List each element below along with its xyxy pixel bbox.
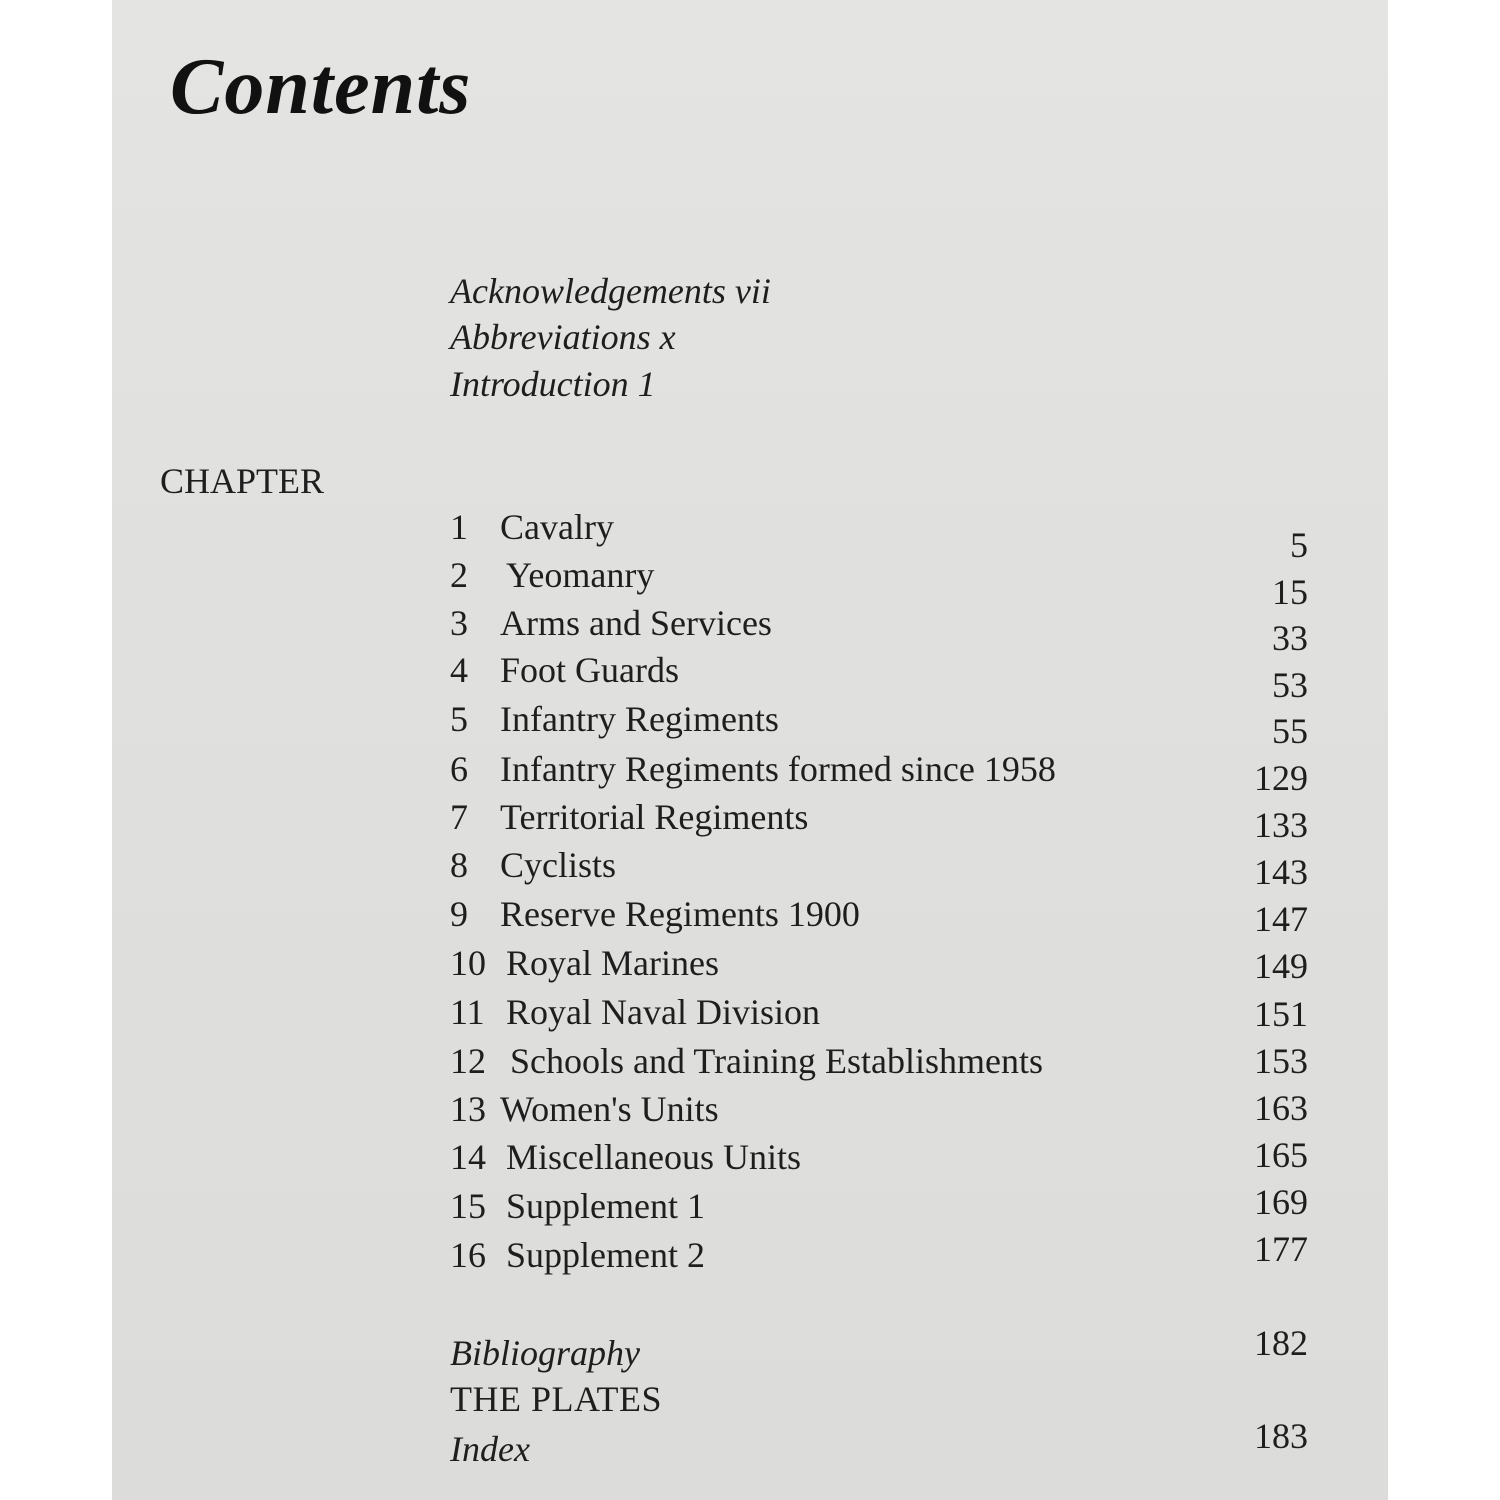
chapter-title: Foot Guards — [500, 650, 679, 690]
toc-entry — [450, 796, 808, 838]
toc-entry — [450, 1234, 705, 1276]
chapter-number: 13 — [450, 1089, 486, 1129]
chapter-number: 16 — [450, 1235, 486, 1275]
chapter-number: 2 — [450, 555, 468, 595]
chapter-number: 14 — [450, 1137, 486, 1177]
toc-entry — [450, 991, 820, 1033]
chapter-number: 11 — [450, 992, 485, 1032]
chapter-title: Supplement 1 — [506, 1186, 705, 1226]
chapter-title: Supplement 2 — [506, 1235, 705, 1275]
chapter-number: 12 — [450, 1041, 486, 1081]
page-number: 147 — [1254, 899, 1308, 939]
chapter-title: Women's Units — [500, 1089, 719, 1129]
chapter-number: 15 — [450, 1186, 486, 1226]
chapter-title: Miscellaneous Units — [506, 1137, 801, 1177]
page-number: 33 — [1272, 618, 1308, 658]
page-number: 129 — [1254, 758, 1308, 798]
page-number: 153 — [1254, 1041, 1308, 1081]
chapter-title: Infantry Regiments — [500, 699, 779, 739]
front-matter-introduction: Introduction 1 — [450, 364, 656, 404]
page-number: 182 — [1254, 1323, 1308, 1363]
page-number: 151 — [1254, 994, 1308, 1034]
toc-entry — [450, 942, 719, 984]
page-number: 177 — [1254, 1229, 1308, 1269]
toc-entry — [450, 1136, 801, 1178]
chapter-title: Territorial Regiments — [500, 797, 809, 837]
toc-entry — [450, 844, 616, 886]
chapter-number: 7 — [450, 797, 468, 837]
chapter-title: Cyclists — [500, 845, 617, 885]
toc-entry — [450, 649, 679, 691]
chapter-heading: CHAPTER — [160, 461, 325, 501]
toc-entry — [450, 1185, 705, 1227]
page-number: 55 — [1272, 711, 1308, 751]
toc-entry — [450, 698, 779, 740]
toc-entry — [450, 506, 614, 548]
bibliography-entry: Bibliography — [450, 1333, 640, 1373]
page-number: 133 — [1254, 805, 1308, 845]
chapter-title: Reserve Regiments 1900 — [500, 894, 860, 934]
page-number: 143 — [1254, 852, 1308, 892]
chapter-title: Infantry Regiments formed since 1958 — [500, 749, 1056, 789]
page-number: 183 — [1254, 1416, 1308, 1456]
toc-entry — [450, 748, 1056, 790]
chapter-number: 1 — [450, 507, 468, 547]
toc-entry — [450, 893, 860, 935]
toc-entry — [450, 1088, 719, 1130]
page-number: 163 — [1254, 1088, 1308, 1128]
page-number: 53 — [1272, 665, 1308, 705]
toc-entry — [450, 1040, 1043, 1082]
page-number: 149 — [1254, 946, 1308, 986]
chapter-title: Cavalry — [500, 507, 614, 547]
page-title: Contents — [170, 43, 472, 131]
chapter-title: Yeomanry — [506, 555, 655, 595]
chapter-title: Schools and Training Establishments — [510, 1041, 1044, 1081]
chapter-number: 5 — [450, 699, 468, 739]
page-number: 15 — [1272, 572, 1308, 612]
plates-entry: THE PLATES — [450, 1379, 662, 1419]
front-matter-abbreviations: Abbreviations x — [450, 317, 676, 357]
chapter-number: 9 — [450, 894, 468, 934]
toc-entry — [450, 602, 772, 644]
chapter-number: 4 — [450, 650, 468, 690]
chapter-number: 3 — [450, 603, 468, 643]
book-page — [112, 0, 1388, 1500]
page-number: 165 — [1254, 1135, 1308, 1175]
toc-entry — [450, 554, 654, 596]
page-number: 169 — [1254, 1182, 1308, 1222]
show-through-text — [812, 0, 820, 38]
index-entry: Index — [450, 1429, 530, 1469]
page-number: 5 — [1290, 525, 1308, 565]
front-matter-acknowledgements: Acknowledgements vii — [450, 271, 771, 311]
chapter-title: Royal Naval Division — [506, 992, 820, 1032]
chapter-title: Royal Marines — [506, 943, 719, 983]
chapter-number: 8 — [450, 845, 468, 885]
chapter-number: 10 — [450, 943, 486, 983]
chapter-number: 6 — [450, 749, 468, 789]
chapter-title: Arms and Services — [500, 603, 772, 643]
